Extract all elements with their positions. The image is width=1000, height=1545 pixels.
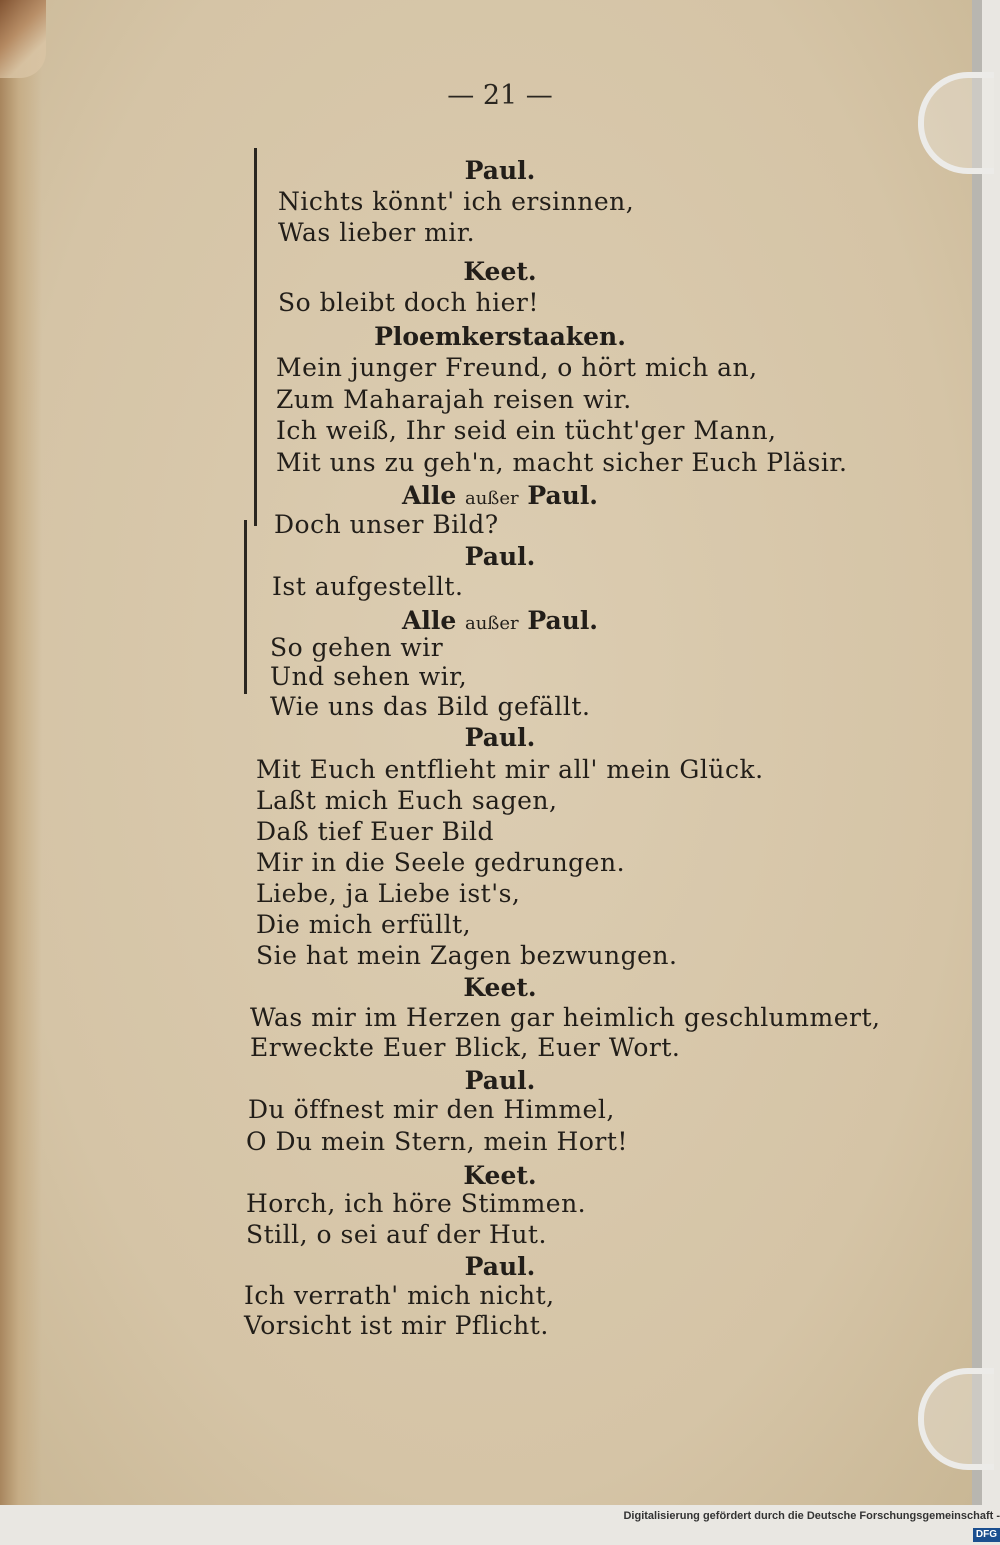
verse-line: Ich verrath' mich nicht, (244, 1281, 555, 1310)
speaker-name (200, 973, 800, 1002)
verse-line: Zum Maharajah reisen wir. (276, 385, 632, 414)
verse-line: Die mich erfüllt, (256, 910, 472, 939)
verse-line: Liebe, ja Liebe ist's, (256, 879, 521, 908)
verse-line: Daß tief Euer Bild (256, 817, 495, 846)
speaker-name (200, 1252, 800, 1281)
speaker-name (200, 1066, 800, 1095)
speaker-label: Keet. (463, 973, 537, 1002)
verse-line: Was mir im Herzen gar heimlich geschlummert, (250, 1003, 881, 1032)
page-number: — 21 — (447, 80, 553, 111)
digitization-footer (600, 1507, 1000, 1541)
verse-line: O Du mein Stern, mein Hort! (246, 1127, 628, 1156)
speaker-label: Paul. (464, 723, 536, 752)
speaker-label: Paul. (527, 481, 599, 510)
verse-line: Vorsicht ist mir Pflicht. (244, 1311, 549, 1340)
speaker-label: Ploemkerstaaken. (374, 322, 626, 351)
speaker-name (200, 723, 800, 752)
binding-shadow (0, 0, 42, 1505)
verse-line: Horch, ich höre Stimmen. (246, 1189, 587, 1218)
corner-stain (0, 0, 46, 78)
speaker-label: Paul. (464, 156, 536, 185)
verse-line: Du öffnest mir den Himmel, (248, 1095, 615, 1124)
speaker-name (200, 322, 800, 351)
speaker-name (200, 156, 800, 185)
verse-line: Wie uns das Bild gefällt. (270, 692, 591, 721)
speaker-name (200, 606, 800, 635)
verse-line: Ich weiß, Ihr seid ein tücht'ger Mann, (276, 416, 777, 445)
verse-line: Und sehen wir, (270, 662, 468, 691)
verse-line: Ist aufgestellt. (272, 572, 464, 601)
speaker-name (200, 1161, 800, 1190)
verse-line: Laßt mich Euch sagen, (256, 786, 558, 815)
speaker-label: Paul. (464, 542, 536, 571)
verse-line: Mit uns zu geh'n, macht sicher Euch Pläsir. (276, 448, 848, 477)
verse-line: Doch unser Bild? (274, 510, 499, 539)
speaker-name (200, 481, 800, 510)
speaker-label: Alle (401, 481, 457, 510)
speaker-name (200, 257, 800, 286)
verse-line: Mir in die Seele gedrungen. (256, 848, 626, 877)
speaker-label: Keet. (463, 257, 537, 286)
footer-text: Digitalisierung gefördert durch die Deutsche Forschungsgemeinschaft - (623, 1510, 1000, 1522)
dfg-logo: DFG (973, 1528, 1000, 1542)
speaker-qualifier: außer (464, 488, 519, 509)
verse-line: Still, o sei auf der Hut. (246, 1220, 547, 1249)
verse-line: So bleibt doch hier! (278, 288, 539, 317)
speaker-label: Alle (401, 606, 457, 635)
verse-line: Mit Euch entflieht mir all' mein Glück. (256, 755, 764, 784)
verse-line: Mein junger Freund, o hört mich an, (276, 353, 758, 382)
verse-line: So gehen wir (270, 633, 444, 662)
verse-line: Nichts könnt' ich ersinnen, (278, 187, 635, 216)
speaker-label: Paul. (464, 1252, 536, 1281)
verse-line: Sie hat mein Zagen bezwungen. (256, 941, 678, 970)
speaker-qualifier: außer (464, 613, 519, 634)
speaker-label: Keet. (463, 1161, 537, 1190)
speaker-label: Paul. (464, 1066, 536, 1095)
speaker-label: Paul. (527, 606, 599, 635)
speaker-name (200, 542, 800, 571)
verse-line: Erweckte Euer Blick, Euer Wort. (250, 1033, 681, 1062)
verse-line: Was lieber mir. (278, 218, 476, 247)
